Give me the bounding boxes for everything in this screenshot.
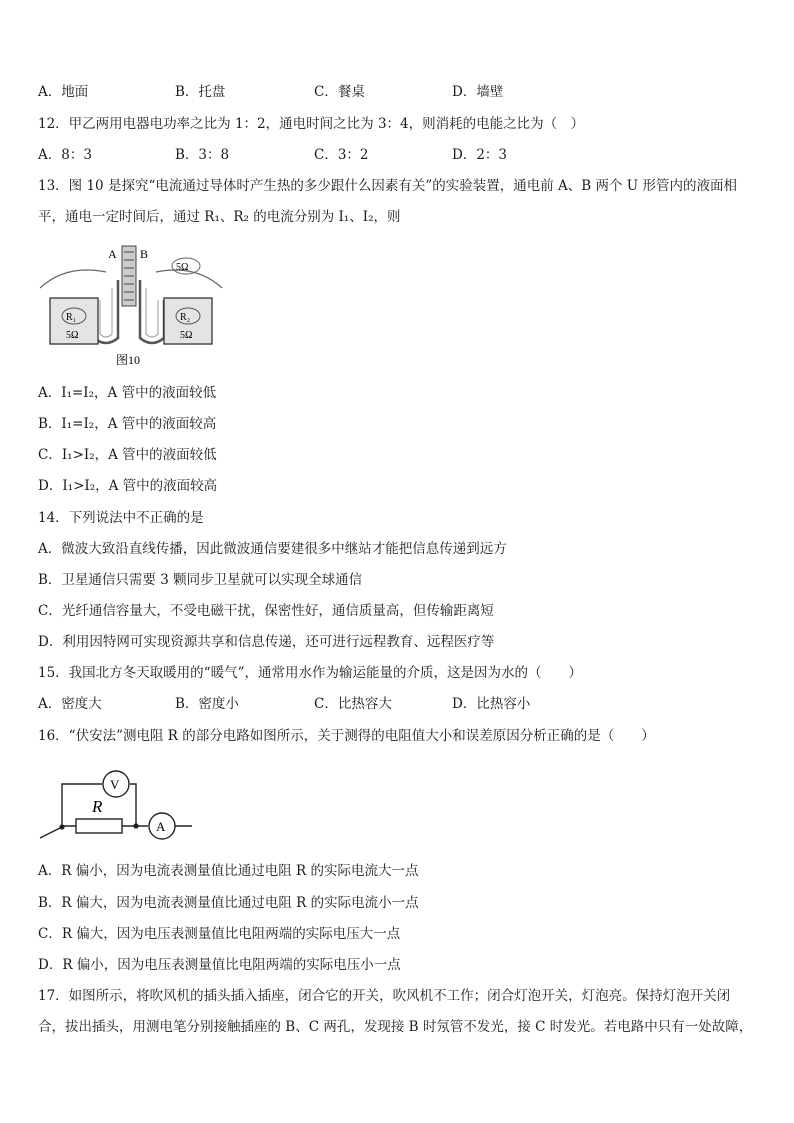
q11-option-a: A．地面	[38, 84, 89, 100]
label-a: A	[108, 247, 117, 261]
resistor-box	[76, 819, 122, 833]
q11-option-b: B．托盘	[175, 84, 226, 100]
q13-option-a: A．I₁=I₂，A 管中的液面较低	[38, 385, 217, 401]
r1-value: 5Ω	[66, 330, 79, 341]
q12-option-c: C．3：2	[314, 147, 369, 163]
u-tube-b	[140, 280, 164, 343]
q17-line1: 17．如图所示，将吹风机的插头插入插座，闭合它的开关，吹风机不工作；闭合灯泡开关，灯泡亮。保持灯泡开关闭	[38, 988, 731, 1004]
q16-option-b: B．R 偏大，因为电流表测量值比通过电阻 R 的实际电流小一点	[38, 895, 419, 911]
wire-in	[40, 826, 76, 838]
q14-stem: 14．下列说法中不正确的是	[38, 510, 204, 526]
q16-option-d: D．R 偏小，因为电压表测量值比电阻两端的实际电压小一点	[38, 957, 401, 973]
wire-right	[156, 270, 222, 288]
q12-options	[38, 145, 758, 165]
top-resistor-value: 5Ω	[176, 262, 189, 273]
voltmeter-label: V	[110, 777, 120, 792]
figure-10-joule-heating-apparatus	[36, 238, 226, 370]
q14-option-a: A．微波大致沿直线传播，因此微波通信要建很多中继站才能把信息传递到远方	[38, 541, 507, 557]
q12-option-b: B．3：8	[175, 147, 230, 163]
q13-option-b: B．I₁=I₂，A 管中的液面较高	[38, 416, 217, 432]
q11-option-d: D．墙壁	[452, 84, 504, 100]
q13-stem-line1: 13．图 10 是探究“电流通过导体时产生热的多少跟什么因素有关”的实验装置，通电前 A、B 两个 U 形管内的液面相	[38, 178, 737, 194]
q13-option-d: D．I₁>I₂，A 管中的液面较高	[38, 478, 218, 494]
r2-label: R₂	[180, 312, 191, 323]
q16-stem: 16．“伏安法”测电阻 R 的部分电路如图所示，关于测得的电阻值大小和误差原因分析正确的是（ ）	[38, 728, 655, 744]
q16-option-a: A．R 偏小，因为电流表测量值比通过电阻 R 的实际电流大一点	[38, 863, 419, 879]
q13-option-c: C．I₁>I₂，A 管中的液面较低	[38, 447, 217, 463]
q11-option-c: C．餐桌	[314, 84, 365, 100]
q14-option-b: B．卫星通信只需要 3 颗同步卫星就可以实现全球通信	[38, 572, 363, 588]
figure-caption: 图10	[116, 353, 141, 367]
q15-option-d: D．比热容小	[452, 696, 531, 712]
q15-option-a: A．密度大	[38, 696, 102, 712]
q14-option-c: C．光纤通信容量大，不受电磁干扰，保密性好，通信质量高，但传输距离短	[38, 603, 494, 619]
q15-option-b: B．密度小	[175, 696, 239, 712]
q15-stem: 15．我国北方冬天取暖用的“暖气”，通常用水作为输运能量的介质，这是因为水的（ ）	[38, 665, 582, 681]
resistor-label: R	[92, 797, 103, 816]
q14-option-d: D．利用因特网可实现资源共享和信息传递，还可进行远程教育、远程医疗等	[38, 634, 495, 650]
q11-options	[38, 82, 758, 102]
wire-v-right	[130, 784, 136, 826]
q12-option-d: D．2：3	[452, 147, 508, 163]
q12-option-a: A．8：3	[38, 147, 92, 163]
q15-option-c: C．比热容大	[314, 696, 392, 712]
q17-line2: 合，拔出插头，用测电笔分别接触插座的 B、C 两孔，发现接 B 时氖管不发光，接 C 时发光。若电路中只有一处故障，	[38, 1019, 753, 1035]
figure-voltammetry-circuit	[36, 762, 196, 846]
q15-options	[38, 694, 758, 714]
r2-value: 5Ω	[180, 330, 193, 341]
wire-left	[40, 270, 106, 288]
r1-label: R₁	[66, 312, 77, 323]
ammeter-label: A	[156, 819, 166, 834]
label-b: B	[140, 247, 149, 261]
q12-stem: 12．甲乙两用电器电功率之比为 1：2，通电时间之比为 3：4，则消耗的电能之比为（ ）	[38, 116, 585, 132]
q16-option-c: C．R 偏大，因为电压表测量值比电阻两端的实际电压大一点	[38, 926, 401, 942]
q13-stem-line2: 平，通电一定时间后，通过 R₁、R₂ 的电流分别为 I₁、I₂，则	[38, 209, 401, 225]
